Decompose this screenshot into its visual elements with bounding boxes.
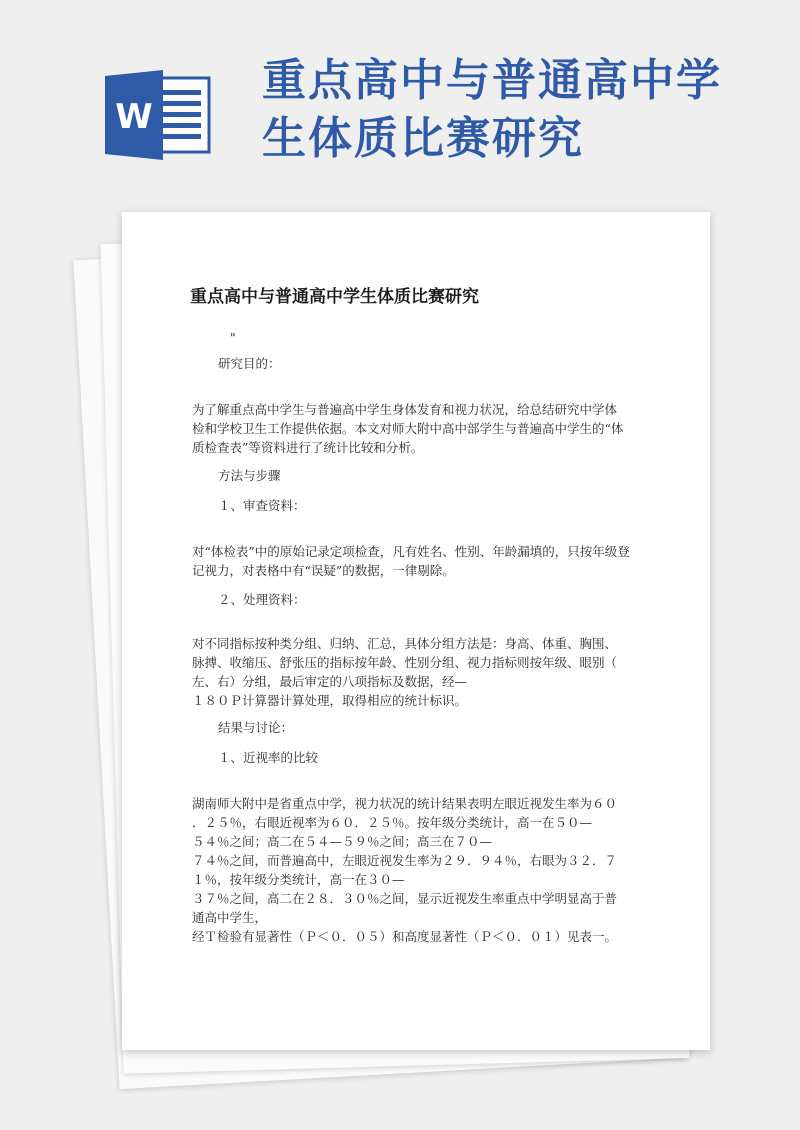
paragraph-line: １８０Ｐ计算器计算处理，取得相应的统计标识。 [192,693,468,708]
page-title [262,52,782,168]
paragraph-line: 质检查表”等资料进行了统计比较和分析。 [192,440,424,455]
step2-heading: ２、处理资料： [218,592,306,607]
header-banner [0,0,800,200]
quote-mark: " [230,330,236,345]
method-heading: 方法与步骤 [218,468,281,483]
paragraph-line: 记视力，对表格中有“误疑”的数据，一律剔除。 [192,563,455,578]
document-title: 重点高中与普通高中学生体质比赛研究 [190,287,479,307]
step1-paragraph [192,542,630,580]
result1-heading: １、近视率的比较 [218,750,319,765]
paragraph-line: １％，按年级分类统计，高一在３０— [192,872,405,887]
paragraph-line: ３７％之间，高二在２８．３０％之间，显示近视发生率重点中学明显高于普 [192,891,618,906]
paragraph-line: ．２５％，右眼近视率为６０．２５％。按年级分类统计，高一在５０— [192,815,593,830]
step2-paragraph [192,634,622,710]
paragraph-line: 对“体检表”中的原始记录定项检查，凡有姓名、性别、年龄漏填的，只按年级登 [192,544,630,559]
paragraph-line: ７４％之间，而普遍高中，左眼近视发生率为２９．９４％，右眼为３２．７ [192,853,618,868]
result1-paragraph [192,794,622,946]
purpose-heading: 研究目的： [218,356,281,371]
result-heading: 结果与讨论： [218,720,294,735]
paragraph-line: 对不同指标按种类分组、归纳、汇总，具体分组方法是：身高、体重、胸围、 [192,636,618,651]
paragraph-line: 左、右）分组，最后审定的八项指标及数据，经— [192,674,468,689]
paragraph-line: 湖南师大附中是省重点中学，视力状况的统计结果表明左眼近视发生率为６０ [192,796,618,811]
paragraph-line: 检和学校卫生工作提供依据。本文对师大附中高中部学生与普遍高中学生的“体 [192,421,624,436]
paragraph-line: ５４％之间；高二在５４—５９％之间；高三在７０— [192,834,493,849]
step1-heading: １、审查资料： [218,498,306,513]
word-document-icon [105,70,215,160]
paragraph-line: 经Ｔ检验有显著性（Ｐ＜０．０５）和高度显著性（Ｐ＜０．０１）见表一。 [192,929,618,944]
purpose-paragraph [192,400,622,457]
document-page [122,212,710,1050]
paragraph-line: 脉搏、收缩压、舒张压的指标按年龄、性别分组、视力指标则按年级、眼别（ [192,655,618,670]
title-line-1: 重点高中与普通高中学 [262,55,722,106]
svg-text:W: W [115,97,153,137]
title-line-2: 生体质比赛研究 [262,113,584,164]
paragraph-line: 为了解重点高中学生与普遍高中学生身体发育和视力状况，给总结研究中学体 [192,402,618,417]
paragraph-line: 通高中学生， [192,910,268,925]
